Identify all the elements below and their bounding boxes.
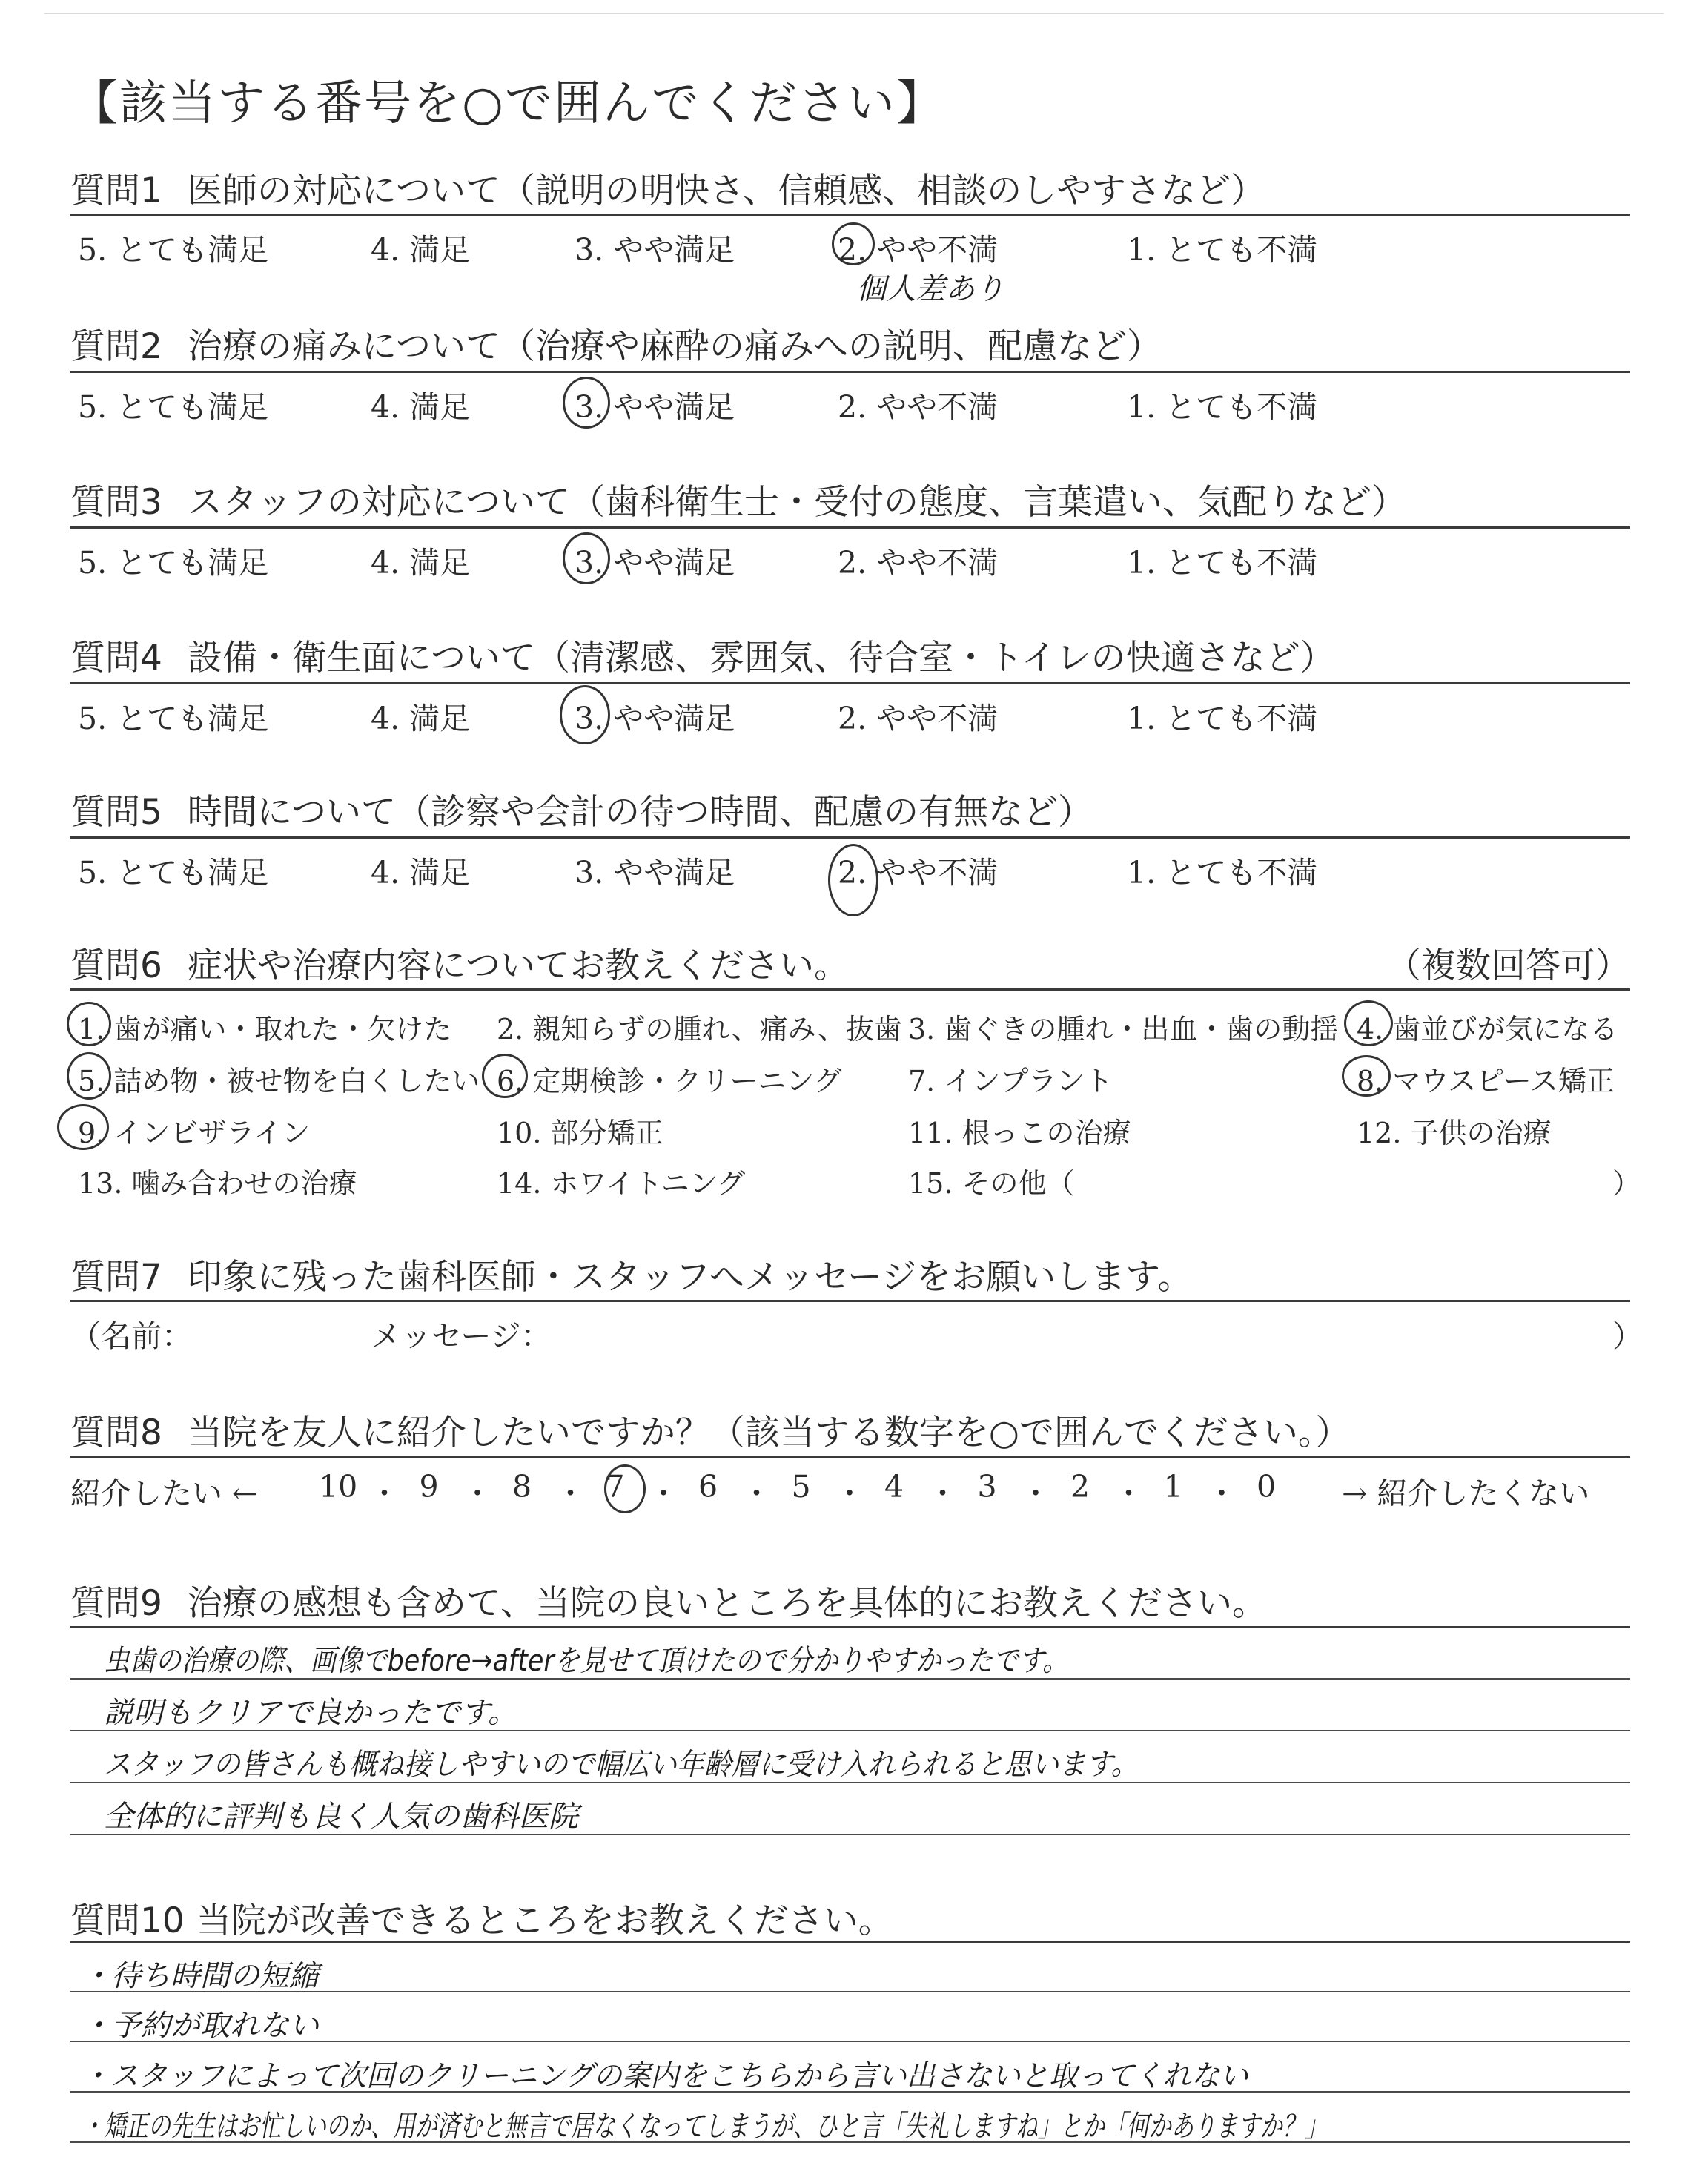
- question-3: [70, 475, 1630, 593]
- multi-answer-note: （複数回答可）: [1386, 945, 1630, 986]
- question-title: [70, 475, 1406, 524]
- question-text: 治療の感想も含めて、当院の良いところを具体的にお教えください。: [187, 1583, 1267, 1624]
- handwritten-answer: 説明もクリアで良かったです。: [104, 1696, 517, 1730]
- question-text: スタッフの対応について（歯科衛生士・受付の態度、言葉遣い、気配りなど）: [187, 482, 1406, 523]
- question-rule: [70, 988, 1630, 991]
- handwritten-answer: ・予約が取れない: [82, 2009, 319, 2043]
- scale-value-0[interactable]: 0: [1257, 1469, 1277, 1505]
- handwritten-answer: ・スタッフによって次回のクリーニングの案内をこちらから言い出さないと取ってくれない: [82, 2059, 1248, 2093]
- option-3[interactable]: 3. やや満足: [575, 855, 735, 891]
- scale-value-9[interactable]: 9: [419, 1469, 439, 1505]
- scale-separator: ・: [741, 1476, 772, 1511]
- option-4[interactable]: 4. 満足: [371, 855, 471, 891]
- scale-value-3[interactable]: 3: [977, 1469, 997, 1505]
- question-rule: [70, 526, 1630, 529]
- question-rule: [70, 836, 1630, 839]
- symptom-option-2[interactable]: 2. 親知らずの腫れ、痛み、抜歯: [497, 1013, 902, 1046]
- scale-value-6[interactable]: 6: [698, 1469, 718, 1505]
- option-4[interactable]: 4. 満足: [371, 389, 471, 425]
- question-9: [70, 1576, 1630, 1624]
- symptom-option-9[interactable]: 9. インビザライン: [78, 1117, 311, 1149]
- question-text: 治療の痛みについて（治療や麻酔の痛みへの説明、配慮など）: [187, 326, 1162, 367]
- question-text: 当院を友人に紹介したいですか？（該当する数字を○で囲んでください。）: [187, 1413, 1351, 1453]
- selection-circle: [1342, 1055, 1391, 1097]
- option-3[interactable]: 3. やや満足: [575, 701, 735, 736]
- handwritten-answer: ・矯正の先生はお忙しいのか、用が済むと無言で居なくなってしまうが、ひと言「失礼しますね」とか「何かありますか？」: [82, 2110, 1327, 2144]
- symptom-option-4[interactable]: 4. 歯並びが気になる: [1357, 1013, 1618, 1046]
- question-number: 質問5: [70, 792, 162, 833]
- question-title: [70, 630, 1335, 680]
- option-4[interactable]: 4. 満足: [371, 232, 471, 268]
- scale-separator: ・: [1113, 1476, 1144, 1511]
- selection-circle: [560, 685, 610, 744]
- scale-separator: ・: [555, 1476, 586, 1511]
- question-text: 印象に残った歯科医師・スタッフへメッセージをお願いします。: [187, 1257, 1193, 1298]
- symptom-option-3[interactable]: 3. 歯ぐきの腫れ・出血・歯の動揺: [908, 1013, 1339, 1046]
- other-close-paren: ）: [1612, 1167, 1641, 1200]
- symptom-option-5[interactable]: 5. 詰め物・被せ物を白くしたい: [78, 1065, 480, 1097]
- recommend-right-label: → 紹介したくない: [1342, 1476, 1590, 1511]
- option-1[interactable]: 1. とても不満: [1127, 545, 1318, 581]
- question-number: 質問4: [70, 638, 162, 678]
- selection-circle: [563, 377, 610, 429]
- question-title: [70, 1893, 893, 1943]
- message-label: メッセージ：: [371, 1318, 552, 1354]
- question-text: 設備・衛生面について（清潔感、雰囲気、待合室・トイレの快適さなど）: [187, 638, 1335, 678]
- handwritten-note: 個人差あり: [856, 272, 1004, 306]
- symptom-option-14[interactable]: 14. ホワイトニング: [497, 1167, 746, 1200]
- question-rule: [70, 682, 1630, 684]
- handwritten-answer: ・待ち時間の短縮: [82, 1959, 319, 1993]
- scale-value-7[interactable]: 7: [605, 1469, 625, 1505]
- option-1[interactable]: 1. とても不満: [1127, 855, 1318, 891]
- question-5: [70, 785, 1630, 918]
- symptom-option-6[interactable]: 6. 定期検診・クリーニング: [497, 1065, 842, 1097]
- question-text: 症状や治療内容についてお教えください。: [187, 945, 849, 986]
- option-1[interactable]: 1. とても不満: [1127, 701, 1318, 736]
- scale-value-1[interactable]: 1: [1163, 1469, 1183, 1505]
- selection-circle: [1344, 1000, 1393, 1046]
- question-text: 時間について（診察や会計の待つ時間、配慮の有無など）: [187, 792, 1093, 833]
- selection-circle: [828, 844, 878, 916]
- option-5[interactable]: 5. とても満足: [78, 232, 269, 268]
- question-number: 質問10: [70, 1900, 185, 1941]
- option-2[interactable]: 2. やや不満: [838, 701, 999, 736]
- question-text: 当院が改善できるところをお教えください。: [196, 1900, 893, 1941]
- name-label: （名前：: [70, 1318, 192, 1354]
- symptom-option-1[interactable]: 1. 歯が痛い・取れた・欠けた: [78, 1013, 452, 1046]
- question-number: 質問2: [70, 326, 162, 367]
- top-border: [44, 13, 1664, 14]
- selection-circle: [563, 532, 610, 584]
- question-rule: [70, 1941, 1630, 1943]
- option-1[interactable]: 1. とても不満: [1127, 389, 1318, 425]
- option-4[interactable]: 4. 満足: [371, 545, 471, 581]
- selection-circle: [604, 1464, 646, 1513]
- question-number: 質問3: [70, 482, 162, 523]
- option-5[interactable]: 5. とても満足: [78, 855, 269, 891]
- scale-value-8[interactable]: 8: [512, 1469, 532, 1505]
- scale-separator: ・: [1020, 1476, 1051, 1511]
- symptom-option-13[interactable]: 13. 噛み合わせの治療: [78, 1167, 357, 1200]
- handwritten-answer: 虫歯の治療の際、画像でbefore→afterを見せて頂けたので分かりやすかったです。: [104, 1644, 1068, 1678]
- scale-separator: ・: [648, 1476, 679, 1511]
- question-title: [70, 785, 1093, 834]
- symptom-option-10[interactable]: 10. 部分矯正: [497, 1117, 663, 1149]
- option-5[interactable]: 5. とても満足: [78, 701, 269, 736]
- selection-circle: [832, 222, 875, 265]
- option-1[interactable]: 1. とても不満: [1127, 232, 1318, 268]
- option-2[interactable]: 2. やや不満: [838, 389, 999, 425]
- question-rule: [70, 371, 1630, 373]
- question-number: 質問8: [70, 1413, 162, 1453]
- symptom-option-11[interactable]: 11. 根っこの治療: [908, 1117, 1131, 1149]
- question-rule: [70, 214, 1630, 216]
- selection-circle: [67, 1052, 111, 1100]
- option-2[interactable]: 2. やや不満: [838, 855, 999, 891]
- question-rule: [70, 1626, 1630, 1628]
- message-close-paren: ）: [1612, 1318, 1643, 1354]
- symptom-option-8[interactable]: 8. マウスピース矯正: [1357, 1065, 1615, 1097]
- option-3[interactable]: 3. やや満足: [575, 232, 735, 268]
- option-4[interactable]: 4. 満足: [371, 701, 471, 736]
- question-title: [70, 1576, 1267, 1625]
- symptom-option-12[interactable]: 12. 子供の治療: [1357, 1117, 1552, 1149]
- scale-separator: ・: [462, 1476, 493, 1511]
- question-rule: [70, 1300, 1630, 1302]
- symptom-option-7[interactable]: 7. インプラント: [908, 1065, 1113, 1097]
- question-rule: [70, 1456, 1630, 1458]
- selection-circle: [57, 1104, 109, 1150]
- option-2[interactable]: 2. やや不満: [838, 232, 999, 268]
- question-number: 質問7: [70, 1257, 162, 1298]
- option-3[interactable]: 3. やや満足: [575, 389, 735, 425]
- question-8: [70, 1405, 1630, 1516]
- scale-separator: ・: [927, 1476, 958, 1511]
- selection-circle: [67, 1002, 111, 1046]
- scale-value-10[interactable]: 10: [319, 1469, 358, 1505]
- question-2: [70, 319, 1630, 437]
- question-1: [70, 163, 1630, 311]
- scale-value-4[interactable]: 4: [884, 1469, 904, 1505]
- option-5[interactable]: 5. とても満足: [78, 389, 269, 425]
- question-number: 質問9: [70, 1583, 162, 1624]
- recommend-left-label: 紹介したい ←: [70, 1476, 258, 1511]
- scale-separator: ・: [1206, 1476, 1237, 1511]
- scale-value-2[interactable]: 2: [1070, 1469, 1090, 1505]
- symptom-option-15[interactable]: 15. その他（: [908, 1167, 1075, 1200]
- scale-separator: ・: [834, 1476, 865, 1511]
- question-title: [70, 163, 1265, 213]
- question-text: 医師の対応について（説明の明快さ、信頼感、相談のしやすさなど）: [187, 171, 1266, 211]
- question-title: [70, 1249, 1192, 1299]
- option-3[interactable]: 3. やや満足: [575, 545, 735, 581]
- question-number: 質問1: [70, 171, 162, 211]
- page-heading: 【該当する番号を○で囲んでください】: [70, 76, 945, 131]
- question-number: 質問6: [70, 945, 162, 986]
- question-6: [70, 938, 1641, 1205]
- handwritten-answer: スタッフの皆さんも概ね接しやすいので幅広い年齢層に受け入れられると思います。: [104, 1748, 1139, 1782]
- question-title: [70, 1405, 1350, 1455]
- question-4: [70, 630, 1630, 749]
- handwritten-answer: 全体的に評判も良く人気の歯科医院: [104, 1800, 578, 1834]
- option-2[interactable]: 2. やや不満: [838, 545, 999, 581]
- option-5[interactable]: 5. とても満足: [78, 545, 269, 581]
- question-7: [70, 1249, 1643, 1354]
- question-title: [70, 319, 1162, 369]
- scale-value-5[interactable]: 5: [791, 1469, 811, 1505]
- selection-circle: [482, 1054, 528, 1098]
- question-10: [70, 1893, 1630, 1941]
- scale-separator: ・: [369, 1476, 400, 1511]
- question-title: [70, 938, 849, 988]
